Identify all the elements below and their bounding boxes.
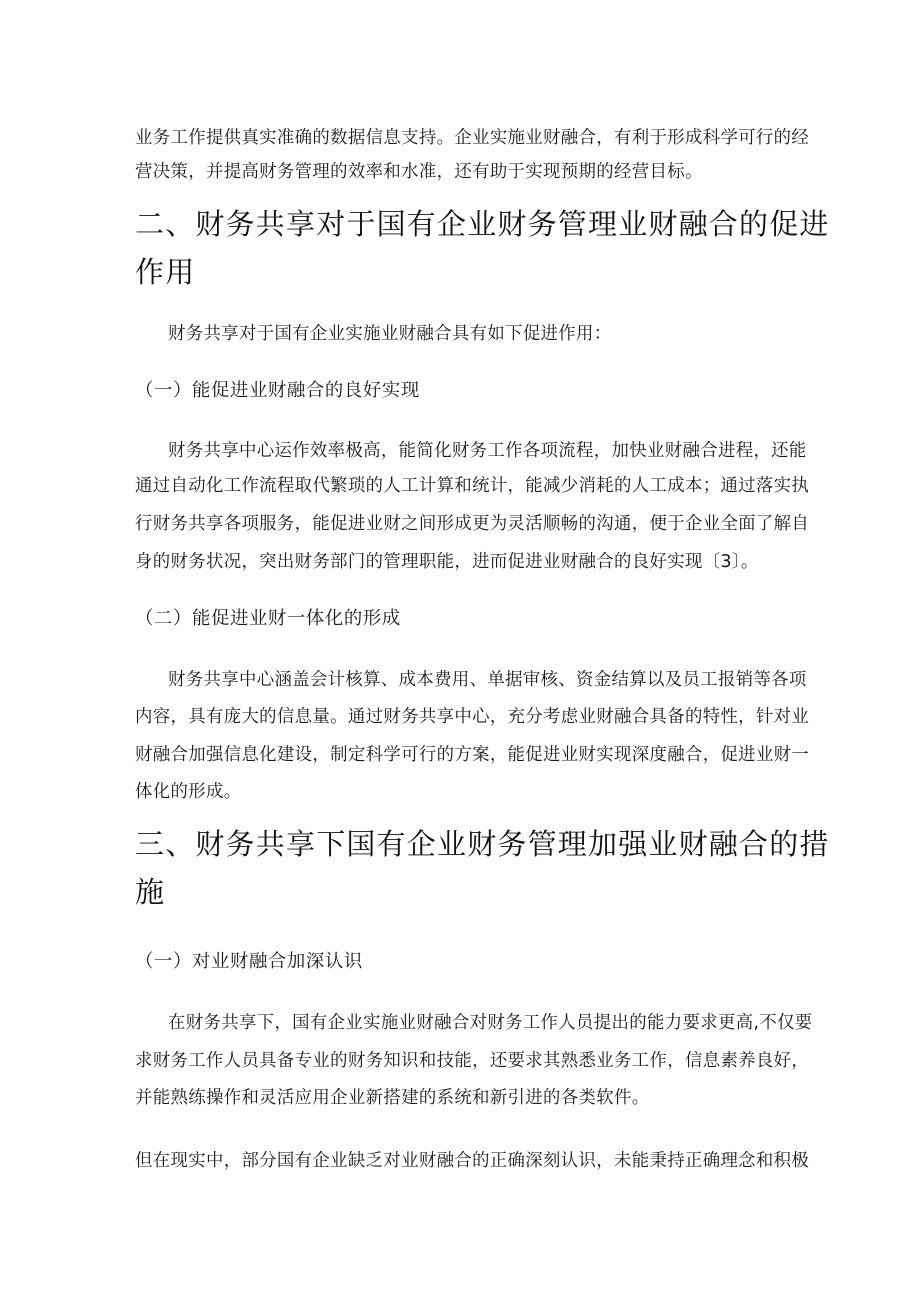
section-heading: 作用	[135, 255, 196, 289]
paragraph-line: 但在现实中，部分国有企业缺乏对业财融合的正确深刻认识，未能秉持正确理念和积极	[135, 1151, 810, 1171]
paragraph-line: 体化的形成。	[135, 782, 242, 802]
subsection-heading: （一）能促进业财融合的良好实现	[135, 380, 420, 401]
section-heading: 三、财务共享下国有企业财务管理加强业财融合的措	[135, 827, 830, 861]
paragraph-line: 在财务共享下，国有企业实施业财融合对财务工作人员提出的能力要求更高,不仅要	[168, 1013, 813, 1033]
paragraph-line: 营决策，并提高财务管理的效率和水准，还有助于实现预期的经营目标。	[135, 162, 703, 182]
paragraph-line: 行财务共享各项服务，能促进业财之间形成更为灵活顺畅的沟通，便于企业全面了解自	[135, 514, 810, 534]
paragraph-line: 财务共享中心涵盖会计核算、成本费用、单据审核、资金结算以及员工报销等各项	[168, 670, 807, 690]
paragraph-line: 并能熟练操作和灵活应用企业新搭建的系统和新引进的各类软件。	[135, 1088, 650, 1108]
paragraph-line: 财融合加强信息化建设，制定科学可行的方案，能促进业财实现深度融合，促进业财一	[135, 745, 810, 765]
section-heading: 二、财务共享对于国有企业财务管理业财融合的促进	[135, 207, 830, 241]
section-heading: 施	[135, 875, 166, 909]
paragraph-line: 内容，具有庞大的信息量。通过财务共享中心，充分考虑业财融合具备的特性，针对业	[135, 707, 810, 727]
subsection-heading: （二）能促进业财一体化的形成	[135, 608, 401, 629]
paragraph-line: 求财务工作人员具备专业的财务知识和技能，还要求其熟悉业务工作，信息素养良好，	[135, 1051, 810, 1071]
paragraph-line: 业务工作提供真实准确的数据信息支持。企业实施业财融合，有利于形成科学可行的经	[135, 128, 810, 148]
paragraph-line: 财务共享对于国有企业实施业财融合具有如下促进作用：	[168, 324, 612, 344]
paragraph-line: 身的财务状况，突出财务部门的管理职能，进而促进业财融合的良好实现〔3〕。	[135, 552, 759, 572]
paragraph-line: 通过自动化工作流程取代繁琐的人工计算和统计，能减少消耗的人工成本；通过落实执	[135, 476, 810, 496]
subsection-heading: （一）对业财融合加深认识	[135, 951, 363, 972]
paragraph-line: 财务共享中心运作效率极高，能简化财务工作各项流程，加快业财融合进程，还能	[168, 441, 807, 461]
